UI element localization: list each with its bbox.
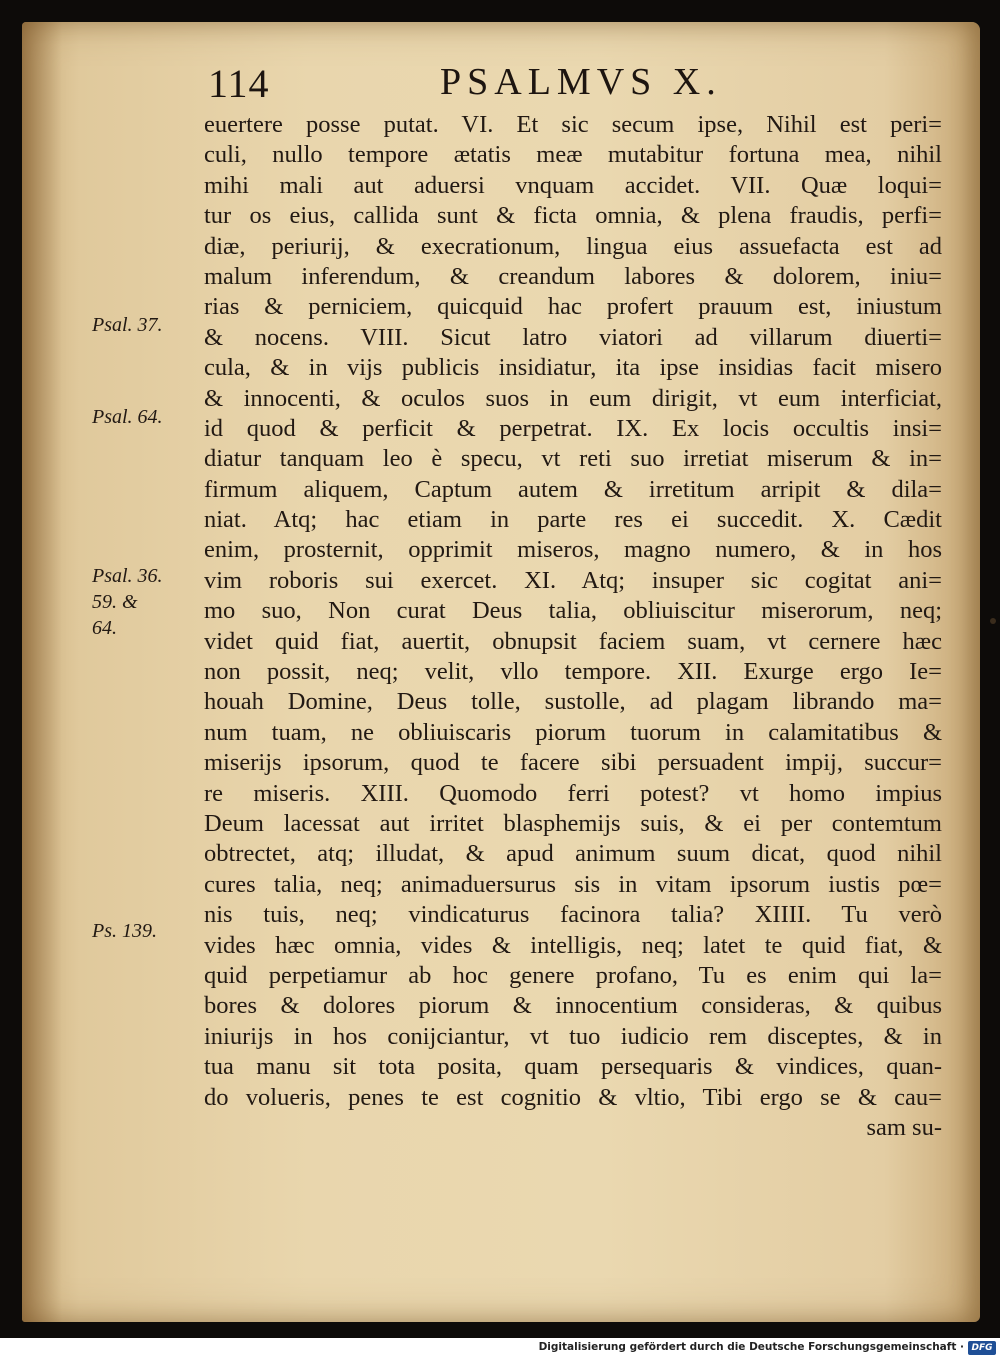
text-line: miserijs ipsorum, quod te facere sibi persuadent impij, succur= <box>204 749 942 777</box>
text-line: & nocens. VIII. Sicut latro viatori ad villarum diuerti= <box>204 323 942 351</box>
text-line: culi, nullo tempore ætatis meæ mutabitur fortuna mea, nihil <box>204 141 942 169</box>
body-text <box>204 110 942 1143</box>
text-line: do volueris, penes te est cognitio & vltio, Tibi ergo se & cau= <box>204 1083 942 1111</box>
catchword-line: sam su- <box>866 1113 942 1141</box>
margin-note-line: 59. & <box>92 591 138 613</box>
text-line: malum inferendum, & creandum labores & dolorem, iniu= <box>204 262 942 290</box>
margin-note-line: Psal. 36. <box>92 565 163 587</box>
dfg-logo: DFG <box>968 1341 996 1355</box>
margin-note: Psal. 37. <box>92 314 163 336</box>
text-line: tua manu sit tota posita, quam persequaris & vindices, quan- <box>204 1053 942 1081</box>
text-line: bores & dolores piorum & innocentium consideras, & quibus <box>204 992 942 1020</box>
page-number: 114 <box>208 61 270 106</box>
book-page <box>22 22 980 1322</box>
text-line: mihi mali aut aduersi vnquam accidet. VII. Quæ loqui= <box>204 171 942 199</box>
text-line: re miseris. XIII. Quomodo ferri potest? vt homo impius <box>204 779 942 807</box>
text-line: rias & perniciem, quicquid hac profert prauum est, iniustum <box>204 293 942 321</box>
text-line: vides hæc omnia, vides & intelligis, neq; latet te quid fiat, & <box>204 931 942 959</box>
text-line: vim roboris sui exercet. XI. Atq; insuper sic cogitat ani= <box>204 566 942 594</box>
page-edge-mark <box>990 618 996 624</box>
page-header <box>22 60 980 116</box>
text-line: firmum aliquem, Captum autem & irretitum arripit & dila= <box>204 475 942 503</box>
running-title: PSALMVS X. <box>440 61 722 103</box>
text-line: enim, prosternit, opprimit miseros, magno numero, & in hos <box>204 536 942 564</box>
text-line: mo suo, Non curat Deus talia, obliuiscitur miserorum, neq; <box>204 597 942 625</box>
text-line: num tuam, ne obliuiscaris piorum tuorum in calamitatibus & <box>204 718 942 746</box>
text-line: quid perpetiamur ab hoc genere profano, Tu es enim qui la= <box>204 961 942 989</box>
text-line: obtrectet, atq; illudat, & apud animum suum dicat, quod nihil <box>204 840 942 868</box>
text-line: non possit, neq; velit, vllo tempore. XII. Exurge ergo Ie= <box>204 658 942 686</box>
text-line: euertere posse putat. VI. Et sic secum ipse, Nihil est peri= <box>204 111 942 138</box>
margin-note <box>92 563 163 641</box>
text-line: cures talia, neq; animaduersurus sis in vitam ipsorum iustis pœ= <box>204 870 942 898</box>
text-line: tur os eius, callida sunt & ficta omnia, & plena fraudis, perfi= <box>204 202 942 230</box>
text-line: iniurijs in hos conijciantur, vt tuo iudicio rem disceptes, & in <box>204 1022 942 1050</box>
margin-note: Psal. 64. <box>92 406 163 428</box>
text-line: Deum lacessat aut irritet blasphemijs suis, & ei per contemtum <box>204 809 942 837</box>
footer-bar <box>0 1338 1000 1360</box>
margin-note-line: 64. <box>92 617 117 639</box>
text-line: nis tuis, neq; vindicaturus facinora talia? XIIII. Tu verò <box>204 901 942 929</box>
text-line: cula, & in vijs publicis insidiatur, ita ipse insidias facit misero <box>204 354 942 382</box>
text-line: videt quid fiat, auertit, obnupsit faciem suam, vt cernere hæc <box>204 627 942 655</box>
margin-note: Ps. 139. <box>92 920 157 942</box>
text-line: diæ, periurij, & execrationum, lingua eius assuefacta est ad <box>204 232 942 260</box>
text-line: diatur tanquam leo è specu, vt reti suo irretiat miserum & in= <box>204 445 942 473</box>
text-line: houah Domine, Deus tolle, sustolle, ad plagam librando ma= <box>204 688 942 716</box>
funding-credit: Digitalisierung gefördert durch die Deutsche Forschungsgemeinschaft · <box>538 1341 964 1353</box>
text-line: id quod & perficit & perpetrat. IX. Ex locis occultis insi= <box>204 414 942 442</box>
text-line: niat. Atq; hac etiam in parte res ei succedit. X. Cædit <box>204 506 942 534</box>
text-line: & innocenti, & oculos suos in eum dirigit, vt eum interficiat, <box>204 384 942 412</box>
